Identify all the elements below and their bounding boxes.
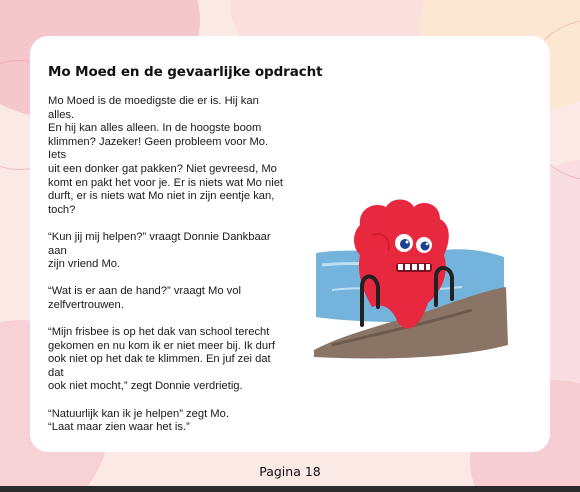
mo-pupil-right: [421, 242, 430, 251]
story-paragraph: “Natuurlijk kan ik je helpen” zegt Mo. “Laat maar zien waar het is.”: [48, 407, 229, 434]
bottom-bar: [0, 486, 580, 492]
story-text: [48, 95, 288, 448]
mo-moed-illustration: [312, 195, 512, 365]
page-number: Pagina 18: [259, 464, 321, 479]
story-paragraph: Mo Moed is de moedigste die er is. Hij kan alles. En hij kan alles alleen. In de hoogste boom klimmen? Jazeker! Geen probleem voor Mo. Iets uit een donker gat pakken? Niet gevreesd, Mo komt en pakt het voor je. Er is niets wat Mo niet durft, er is niets wat Mo niet in zijn eentje kan, toch?: [48, 95, 284, 216]
story-paragraph: “Wat is er aan de hand?” vraagt Mo vol zelfvertrouwen.: [48, 285, 241, 311]
mo-pupil-left: [400, 239, 410, 249]
story-paragraph: “Kun jij mij helpen?” vraagt Donnie Dankbaar aan zijn vriend Mo.: [48, 230, 271, 271]
story-paragraph: “Mijn frisbee is op het dak van school terecht gekomen en nu kom ik er niet meer bij. Ik durf ook niet op het dak te klimmen. En juf zei dat dat ook niet mocht,” zegt Donnie verdrietig.: [48, 326, 275, 393]
story-title: Mo Moed en de gevaarlijke opdracht: [48, 64, 323, 80]
